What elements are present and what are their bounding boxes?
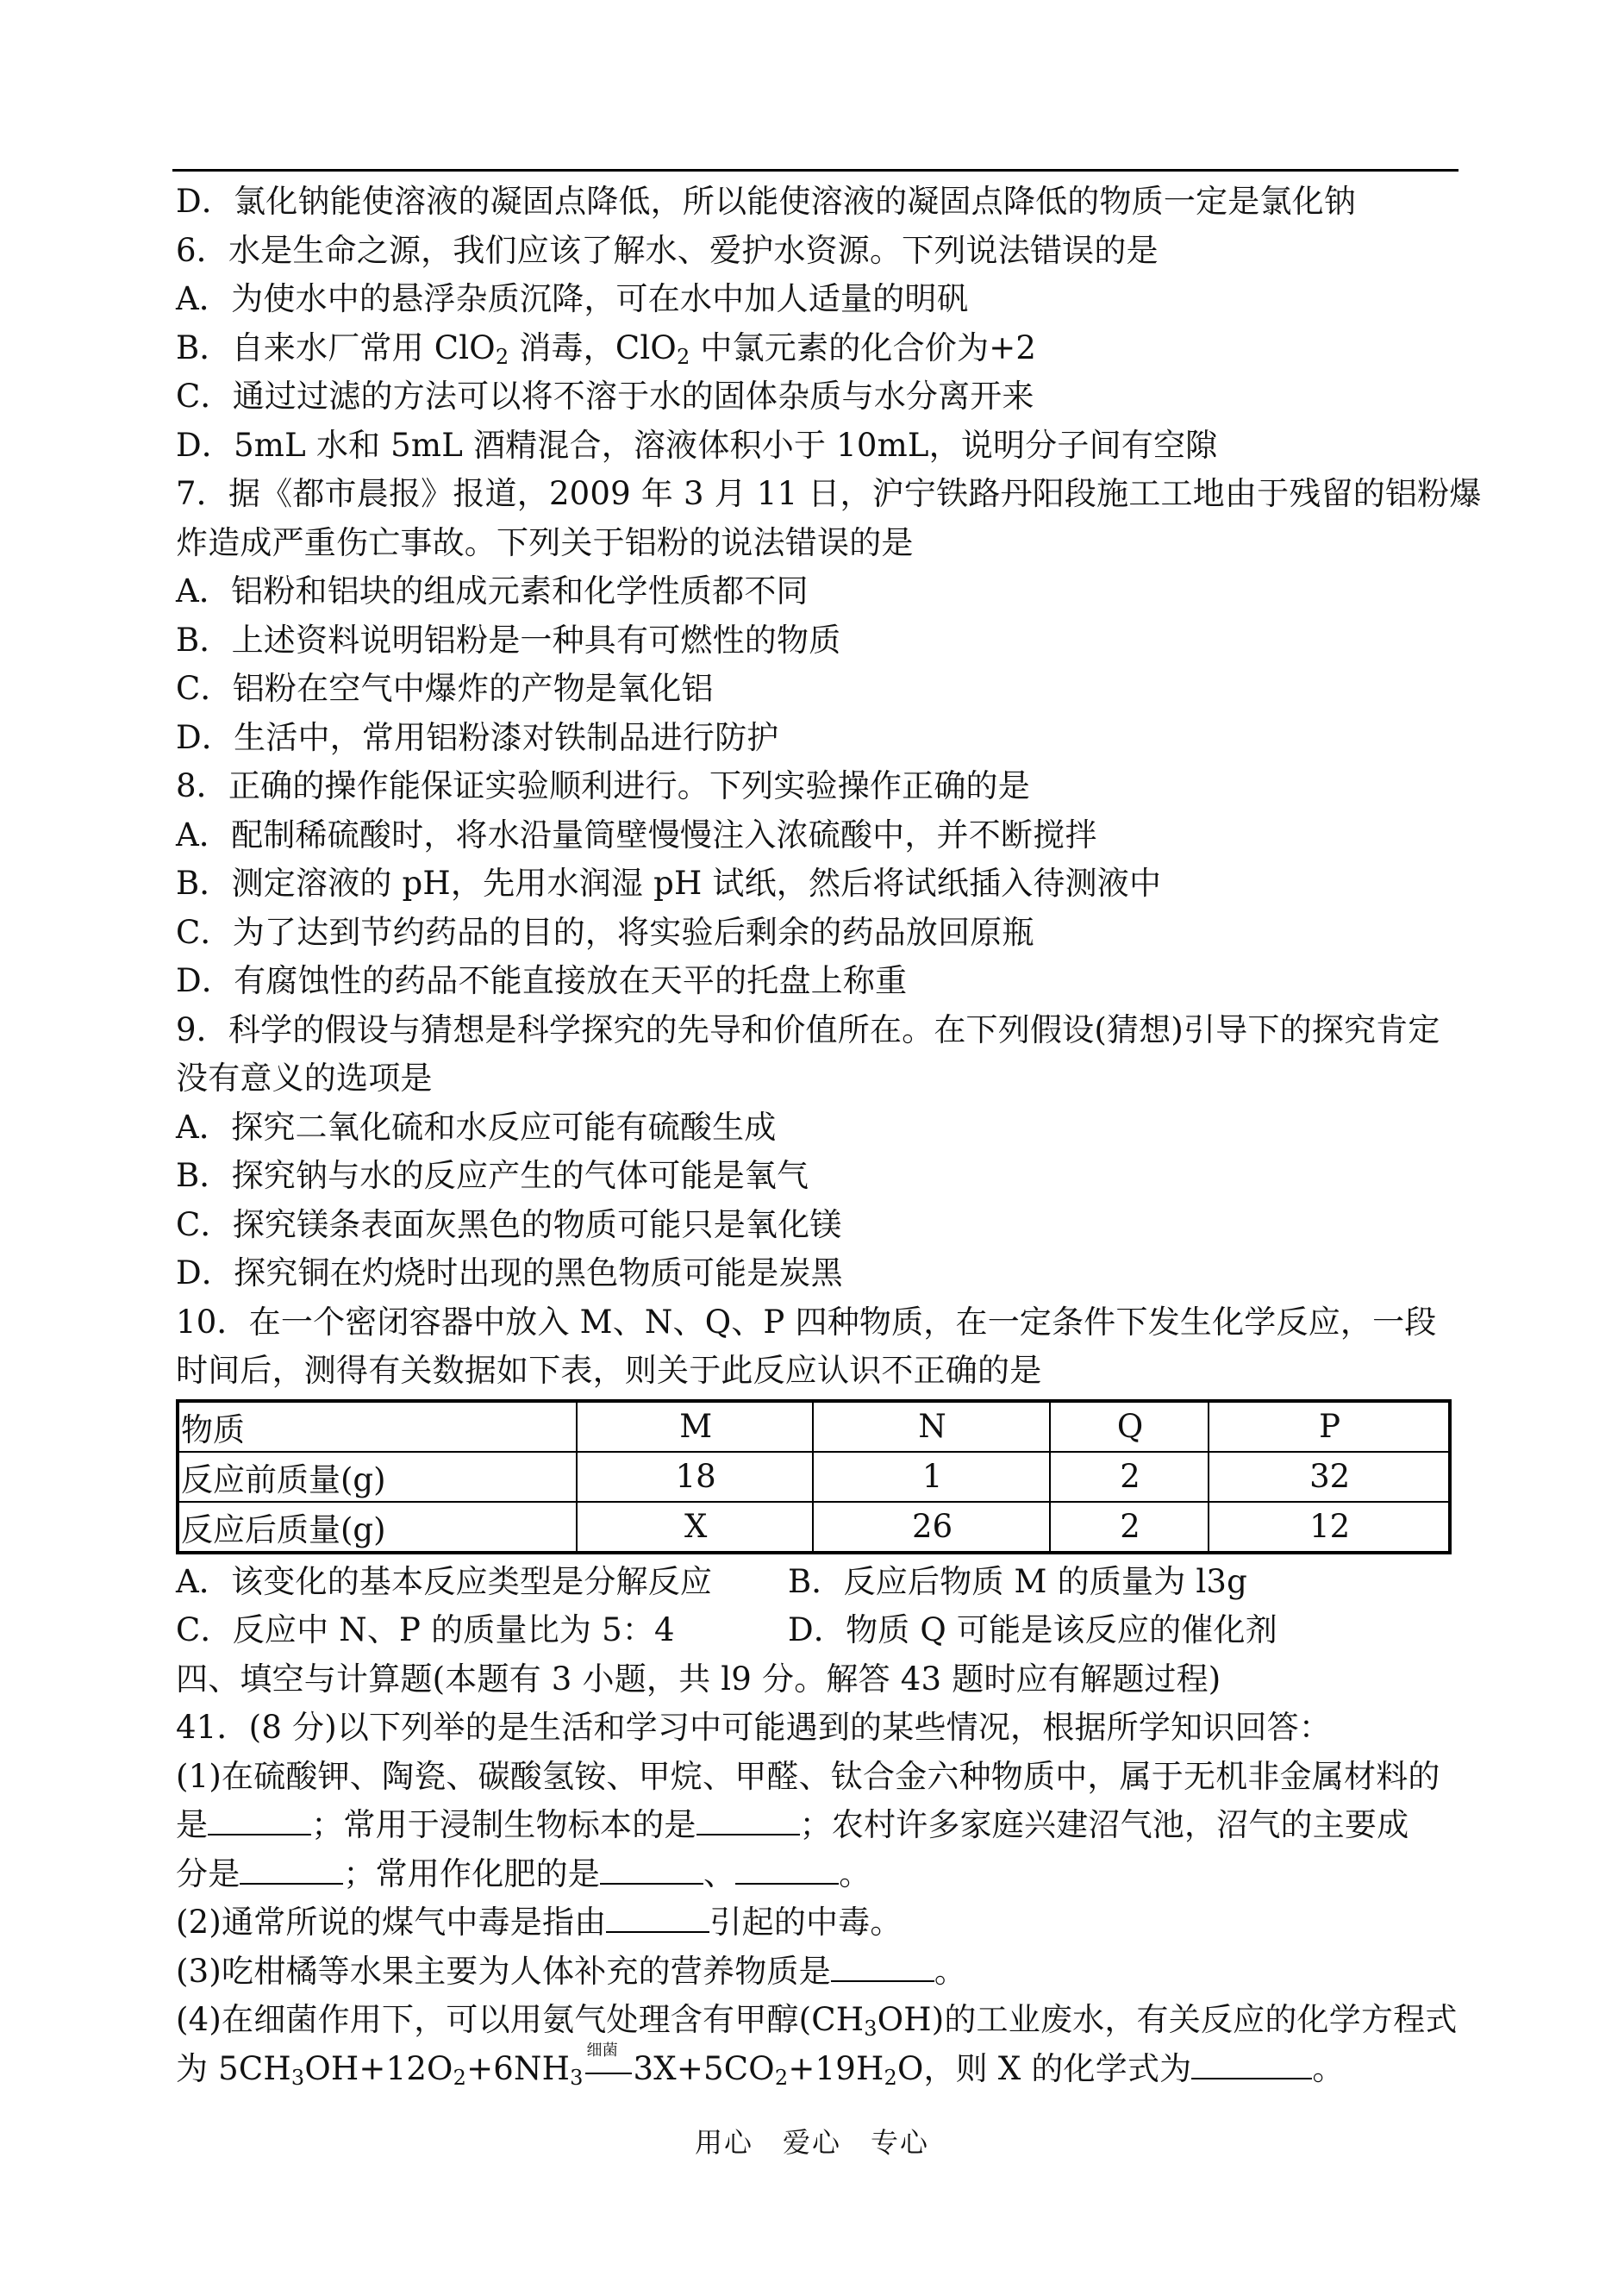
q8-option-b: B．测定溶液的 pH，先用水润湿 pH 试纸，然后将试纸插入待测液中 — [176, 865, 1162, 902]
q41-part4-equation: 为 $5CH_3OH+12O_2+6NH_3$ 细菌 $3X+5CO_2+19H_2O$，则 X 的化学式为 。 — [176, 2041, 1345, 2090]
q7-option-c: C．铝粉在空气中爆炸的产物是氧化铝 — [176, 670, 714, 707]
q41-part1-line3: 分是 ；常用作化肥的是 、 。 — [176, 1854, 871, 1892]
q6-stem: 6．水是生命之源，我们应该了解水、爱护水资源。下列说法错误的是 — [176, 231, 1159, 269]
table-cell: P — [1209, 1401, 1450, 1452]
q7-option-b: B．上述资料说明铝粉是一种具有可燃性的物质 — [176, 621, 841, 659]
q10-options-ab — [176, 1558, 1460, 1607]
answer-blank[interactable] — [735, 1854, 839, 1885]
answer-blank[interactable] — [831, 1951, 934, 1982]
q9-stem-line2: 没有意义的选项是 — [176, 1060, 433, 1097]
table-cell: 18 — [577, 1452, 813, 1502]
q6-option-d: D．5mL 水和 5mL 酒精混合，溶液体积小于 10mL，说明分子间有空隙 — [176, 426, 1218, 464]
q9-option-a: A．探究二氧化硫和水反应可能有硫酸生成 — [176, 1108, 777, 1146]
exam-content — [176, 178, 1482, 2093]
q9-option-b: B．探究钠与水的反应产生的气体可能是氧气 — [176, 1157, 809, 1194]
q8-option-d: D．有腐蚀性的药品不能直接放在天平的托盘上称重 — [176, 962, 908, 999]
table-header-row — [178, 1401, 1450, 1452]
answer-blank[interactable] — [208, 1804, 311, 1835]
q7-option-a: A．铝粉和铝块的组成元素和化学性质都不同 — [176, 572, 809, 610]
table-cell: Q — [1050, 1401, 1209, 1452]
mass-data-table — [176, 1399, 1452, 1554]
q6-option-b: B．自来水厂常用 ClO$_2$ 消毒，ClO$_2$ 中氯元素的化合价为+2 — [176, 328, 1037, 369]
q10-option-c: C．反应中 N、P 的质量比为 5：4 — [176, 1611, 675, 1648]
table-cell: 2 — [1050, 1452, 1209, 1502]
reaction-condition-arrow — [584, 2041, 634, 2079]
q9-option-c: C．探究镁条表面灰黑色的物质可能只是氧化镁 — [176, 1205, 842, 1243]
table-cell: 物质 — [178, 1401, 577, 1452]
reaction-condition-label: 细菌 — [586, 2041, 618, 2060]
table-cell: 反应前质量(g) — [178, 1452, 577, 1502]
q41-part1-line1: (1)在硫酸钾、陶瓷、碳酸氢铵、甲烷、甲醛、钛合金六种物质中，属于无机非金属材料的 — [176, 1757, 1440, 1795]
q41-part3: (3)吃柑橘等水果主要为人体补充的营养物质是 。 — [176, 1952, 967, 1990]
q10-option-a: A．该变化的基本反应类型是分解反应 — [176, 1562, 713, 1600]
answer-blank[interactable] — [1191, 2048, 1312, 2079]
q9-stem-line1: 9．科学的假设与猜想是科学探究的先导和价值所在。在下列假设(猜想)引导下的探究肯定 — [176, 1010, 1440, 1048]
q8-option-a: A．配制稀硫酸时，将水沿量筒壁慢慢注入浓硫酸中，并不断搅拌 — [176, 816, 1097, 854]
q9-option-d: D．探究铜在灼烧时出现的黑色物质可能是炭黑 — [176, 1254, 843, 1291]
q10-options-cd — [176, 1606, 1460, 1655]
q41-stem: 41．(8 分)以下列举的是生活和学习中可能遇到的某些情况，根据所学知识回答： — [176, 1709, 1332, 1746]
q41-part4-line1: (4)在细菌作用下，可以用氨气处理含有甲醇$(CH_3OH)$的工业废水，有关反应的化学方程式 — [176, 2001, 1458, 2041]
table-cell: 32 — [1209, 1452, 1450, 1502]
table-row — [178, 1452, 1450, 1502]
q8-option-c: C．为了达到节约药品的目的，将实验后剩余的药品放回原瓶 — [176, 913, 1034, 951]
q10-stem-line1: 10．在一个密闭容器中放入 M、N、Q、P 四种物质，在一定条件下发生化学反应，一段 — [176, 1303, 1437, 1341]
page-footer: 用心 爱心 专心 — [694, 2126, 929, 2159]
table-cell: 反应后质量(g) — [178, 1502, 577, 1553]
table-cell: 2 — [1050, 1502, 1209, 1553]
q7-option-d: D．生活中，常用铝粉漆对铁制品进行防护 — [176, 718, 779, 756]
table-cell: 26 — [813, 1502, 1049, 1553]
q41-part1-line2: 是 ；常用于浸制生物标本的是 ；农村许多家庭兴建沼气池，沼气的主要成 — [176, 1806, 1409, 1843]
q6-option-a: A．为使水中的悬浮杂质沉降，可在水中加人适量的明矾 — [176, 280, 969, 317]
q5-option-d: D．氯化钠能使溶液的凝固点降低，所以能使溶液的凝固点降低的物质一定是氯化钠 — [176, 183, 1357, 220]
table-cell: M — [577, 1401, 813, 1452]
table-row — [178, 1502, 1450, 1553]
section-4-heading: 四、填空与计算题(本题有 3 小题，共 l9 分。解答 43 题时应有解题过程) — [176, 1660, 1221, 1698]
q10-option-d: D．物质 Q 可能是该反应的催化剂 — [788, 1611, 1277, 1648]
reaction-arrow-line — [585, 2073, 632, 2074]
q10-option-b: B．反应后物质 M 的质量为 l3g — [788, 1562, 1248, 1600]
table-cell: X — [577, 1502, 813, 1553]
answer-blank[interactable] — [600, 1854, 703, 1885]
table-cell: 1 — [813, 1452, 1049, 1502]
answer-blank[interactable] — [696, 1804, 800, 1835]
q6-option-c: C．通过过滤的方法可以将不溶于水的固体杂质与水分离开来 — [176, 378, 1034, 415]
table-cell: N — [813, 1401, 1049, 1452]
q7-stem-line1: 7．据《都市晨报》报道，2009 年 3 月 11 日，沪宁铁路丹阳段施工工地由于残留的铝粉爆 — [176, 475, 1482, 512]
header-rule — [172, 169, 1458, 172]
q41-part2: (2)通常所说的煤气中毒是指由 引起的中毒。 — [176, 1904, 903, 1941]
q10-stem-line2: 时间后，测得有关数据如下表，则关于此反应认识不正确的是 — [176, 1352, 1042, 1389]
table-cell: 12 — [1209, 1502, 1450, 1553]
answer-blank[interactable] — [606, 1902, 709, 1933]
q7-stem-line2: 炸造成严重伤亡事故。下列关于铝粉的说法错误的是 — [176, 523, 914, 561]
answer-blank[interactable] — [240, 1854, 343, 1885]
q8-stem: 8．正确的操作能保证实验顺利进行。下列实验操作正确的是 — [176, 767, 1030, 804]
